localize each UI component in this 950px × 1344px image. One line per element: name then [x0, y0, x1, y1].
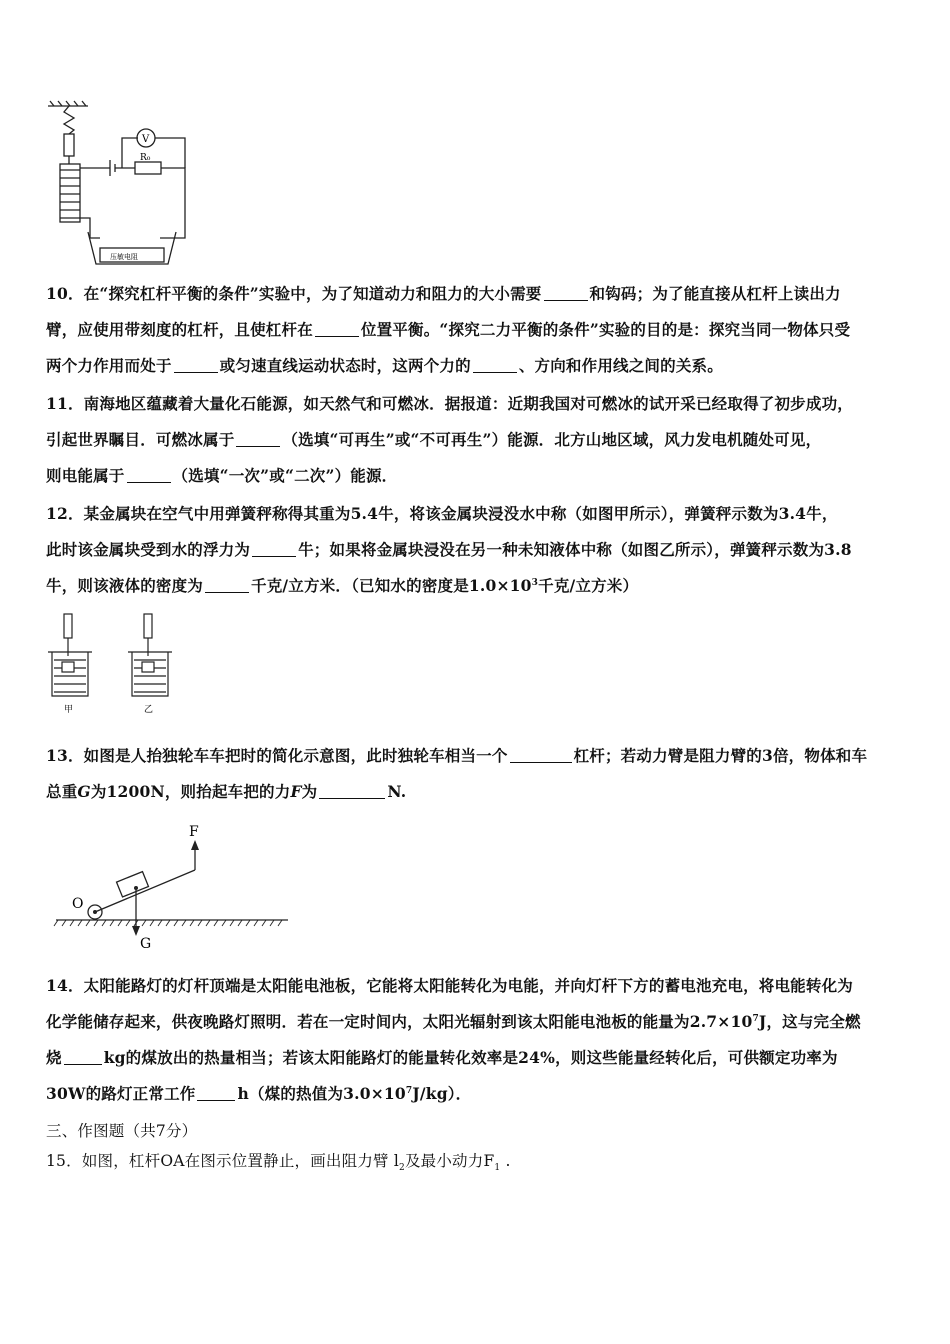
q13-text: 总重: [46, 782, 78, 801]
q11-text: 引起世界瞩目．可燃冰属于: [46, 430, 235, 449]
q11-line-1: 11．南海地区蕴藏着大量化石能源，如天然气和可燃冰．据报道：近期我国对可燃冰的试开采已经取得了初步成功，: [46, 394, 853, 413]
resistor-label: R₀: [140, 153, 151, 163]
q14-text: kg的煤放出的热量相当；若该太阳能路灯的能量转化效率是24%，则这些能量经转化后，可供额定功率为: [103, 1048, 838, 1067]
q15-text: .: [500, 1152, 511, 1170]
figure-label-yi: 乙: [144, 705, 154, 715]
question-11: [46, 386, 912, 494]
answer-blank[interactable]: [473, 357, 517, 374]
q11-text: （选填“可再生”或“不可再生”）能源．北方山地区域，风力发电机随处可见，: [282, 430, 822, 449]
q14-line-2: [46, 1004, 912, 1040]
answer-blank[interactable]: [127, 467, 171, 484]
force-f-label: F: [189, 824, 199, 840]
answer-blank[interactable]: [205, 577, 249, 594]
q14-text: 30W的路灯正常工作: [46, 1084, 196, 1103]
section-heading: 三、作图题（共7分）: [46, 1122, 198, 1140]
question-13: [46, 738, 912, 810]
exponent: 7: [752, 1013, 759, 1024]
q10-line-2: [46, 312, 912, 348]
figure-label-jia: 甲: [64, 705, 74, 715]
answer-blank[interactable]: [64, 1049, 102, 1066]
q13-text: 为1200N，则抬起车把的力: [90, 782, 291, 801]
answer-blank[interactable]: [252, 541, 296, 558]
question-14: [46, 968, 912, 1112]
q13-line-2: [46, 774, 912, 810]
beaker-figure-jia: [42, 612, 102, 716]
q14-text: 化学能储存起来，供夜晚路灯照明．若在一定时间内，太阳光辐射到该太阳能电池板的能量为2.7×10: [46, 1012, 753, 1031]
base-label: 压敏电阻: [110, 253, 138, 261]
q14-text: 烧: [46, 1048, 62, 1067]
symbol-g: G: [77, 782, 91, 801]
q11-text: （选填“一次”或“二次”）能源．: [172, 466, 398, 485]
voltmeter-label: V: [142, 134, 150, 145]
q10-text: 位置平衡。“探究二力平衡的条件”实验的目的是：探究当同一物体只受: [360, 320, 851, 339]
q14-text: J/kg）．: [412, 1084, 472, 1103]
q15-text: 及最小动力F: [404, 1152, 495, 1170]
q11-line-2: [46, 422, 912, 458]
electromagnet-circuit-figure: [40, 98, 200, 278]
q10-line-3: [46, 348, 912, 384]
exponent: 3: [531, 577, 539, 588]
answer-blank[interactable]: [315, 321, 359, 338]
q10-text: 、方向和作用线之间的关系。: [518, 356, 723, 375]
subscript: 1: [494, 1163, 501, 1174]
q11-text: 则电能属于: [46, 466, 125, 485]
q10-text: 10．在“探究杠杆平衡的条件”实验中，为了知道动力和阻力的大小需要: [46, 284, 542, 303]
q14-line-1: 14．太阳能路灯的灯杆顶端是太阳能电池板，它能将太阳能转化为电能，并向灯杆下方的蓄电池充电，将电能转化为: [46, 976, 853, 995]
q15-text: 15．如图，杠杆OA在图示位置静止，画出阻力臂 l: [46, 1152, 400, 1170]
q13-text: 杠杆；若动力臂是阻力臂的3倍，物体和车: [573, 746, 868, 765]
q10-line-1: [46, 276, 912, 312]
q14-line-4: [46, 1076, 912, 1112]
q10-text: 或匀速直线运动状态时，这两个力的: [219, 356, 471, 375]
answer-blank[interactable]: [197, 1085, 235, 1102]
pivot-o-label: O: [72, 896, 84, 912]
q12-text: 牛，则该液体的密度为: [46, 576, 204, 595]
gravity-g-label: G: [140, 936, 152, 952]
answer-blank[interactable]: [319, 783, 385, 800]
answer-blank[interactable]: [236, 431, 280, 448]
q10-text: 臂，应使用带刻度的杠杆，且使杠杆在: [46, 320, 313, 339]
q14-text: J，这与完全燃: [758, 1012, 861, 1031]
question-12: [46, 496, 912, 604]
answer-blank[interactable]: [544, 285, 588, 302]
q12-text: 牛；如果将金属块浸没在另一种未知液体中称（如图乙所示），弹簧秤示数为3.8: [298, 540, 852, 559]
q10-text: 和钩码；为了能直接从杠杆上读出力: [589, 284, 841, 303]
q12-line-3: [46, 568, 912, 604]
q13-text: N.: [387, 782, 407, 801]
wheelbarrow-lever-figure: [52, 818, 292, 956]
beaker-figure-yi: [122, 612, 182, 716]
q14-line-3: [46, 1040, 912, 1076]
question-10: [46, 276, 912, 384]
q10-text: 两个力作用而处于: [46, 356, 172, 375]
symbol-f: F: [290, 782, 302, 801]
q12-text: 千克/立方米）: [538, 576, 639, 595]
question-15: [46, 1146, 912, 1176]
answer-blank[interactable]: [510, 747, 572, 764]
q12-line-2: [46, 532, 912, 568]
subscript: 2: [399, 1163, 405, 1174]
q11-line-3: [46, 458, 912, 494]
exponent: 7: [405, 1085, 413, 1096]
q13-text: 13．如图是人抬独轮车车把时的简化示意图，此时独轮车相当一个: [46, 746, 508, 765]
q14-text: h（煤的热值为3.0×10: [237, 1084, 406, 1103]
q12-line-1: 12．某金属块在空气中用弹簧秤称得其重为5.4牛，将该金属块浸没水中称（如图甲所示），弹簧秤示数为3.4牛，: [46, 504, 838, 523]
q13-line-1: [46, 738, 912, 774]
q12-text: 千克/立方米．（已知水的密度是1.0×10: [251, 576, 532, 595]
answer-blank[interactable]: [174, 357, 218, 374]
q12-text: 此时该金属块受到水的浮力为: [46, 540, 251, 559]
q13-text: 为: [301, 782, 318, 801]
